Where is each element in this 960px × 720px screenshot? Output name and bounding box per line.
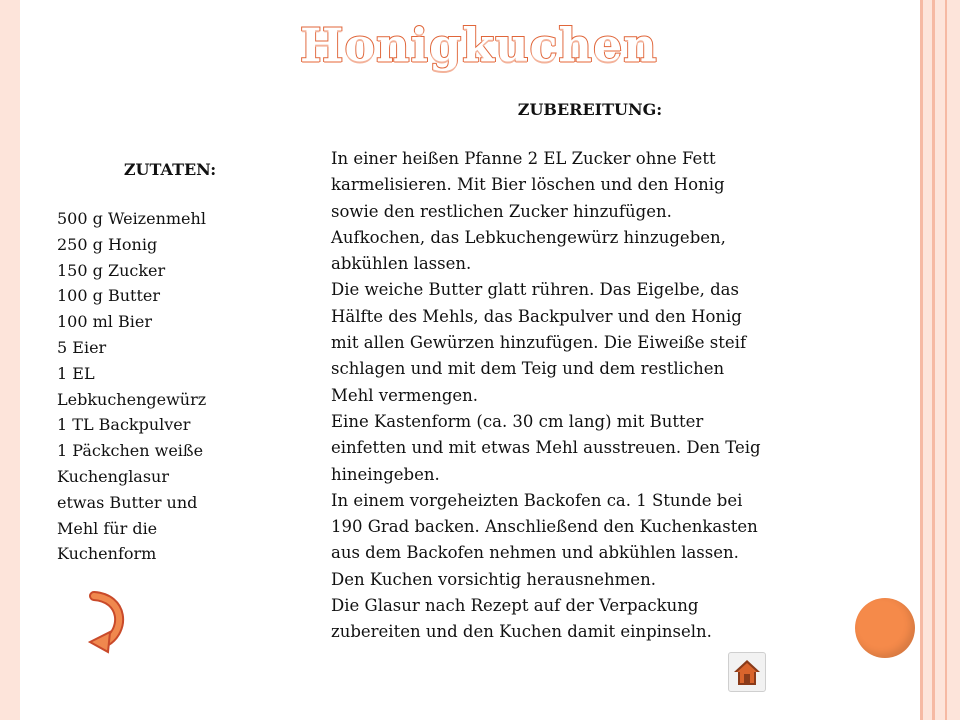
preparation-line: sowie den restlichen Zucker hinzufügen. [331,201,672,221]
preparation-line: abkühlen lassen. [331,254,472,274]
home-button[interactable] [728,652,766,692]
ingredient-line: 1 EL [57,363,95,383]
preparation-line: hineingeben. [331,464,440,484]
ingredient-line: 250 g Honig [57,234,158,254]
ingredient-line: 500 g Weizenmehl [57,209,206,228]
preparation-line: Die Glasur nach Rezept auf der Verpackung [331,596,699,616]
preparation-line: Mehl vermengen. [331,385,479,405]
preparation-line: mit allen Gewürzen hinzufügen. Die Eiweiße steif [331,333,747,353]
ingredient-line: 1 TL Backpulver [57,415,191,435]
right-decorative-stripes [920,0,960,720]
preparation-heading: ZUBEREITUNG: [517,100,663,119]
return-arrow-icon[interactable] [84,590,128,654]
ingredient-line: Lebkuchengewürz [57,389,207,409]
ingredients-heading: ZUTATEN: [123,160,217,179]
ingredient-line: 100 g Butter [57,286,160,306]
preparation-line: Den Kuchen vorsichtig herausnehmen. [331,569,656,589]
preparation-line: In einem vorgeheizten Backofen ca. 1 Stunde bei [331,490,743,510]
ingredient-line: 5 Eier [57,337,107,357]
preparation-line: karmelisieren. Mit Bier löschen und den Honig [331,175,725,195]
stripe [923,0,932,720]
preparation-line: In einer heißen Pfanne 2 EL Zucker ohne Fett [331,149,716,168]
preparation-line: Die weiche Butter glatt rühren. Das Eigelbe, das [331,280,739,300]
ingredient-line: Mehl für die [57,518,158,538]
ingredient-line: 100 ml Bier [57,312,152,332]
preparation-line: schlagen und mit dem Teig und dem restlichen [331,359,725,379]
preparation-line: Eine Kastenform (ca. 30 cm lang) mit Butter [331,411,704,431]
ingredient-line: 150 g Zucker [57,260,166,280]
ingredients-list [57,206,257,567]
ingredient-line: Kuchenform [57,544,157,564]
preparation-line: 190 Grad backen. Anschließend den Kuchenkasten [331,517,758,537]
decorative-circle [855,598,915,658]
left-border-strip [0,0,20,720]
stripe [935,0,945,720]
preparation-line: einfetten und mit etwas Mehl ausstreuen. Den Teig [331,438,761,458]
home-icon [732,657,762,687]
preparation-line: Hälfte des Mehls, das Backpulver und den Honig [331,306,742,326]
ingredient-line: 1 Päckchen weiße [57,441,204,461]
stripe [947,0,960,720]
preparation-line: Aufkochen, das Lebkuchengewürz hinzugeben, [331,227,726,247]
preparation-line: zubereiten und den Kuchen damit einpinseln. [331,622,712,642]
ingredient-line: Kuchenglasur [57,466,170,486]
preparation-text [331,146,861,646]
preparation-line: aus dem Backofen nehmen und abkühlen lassen. [331,543,739,563]
page-title: Honigkuchen [300,18,658,72]
ingredient-line: etwas Butter und [57,492,198,512]
